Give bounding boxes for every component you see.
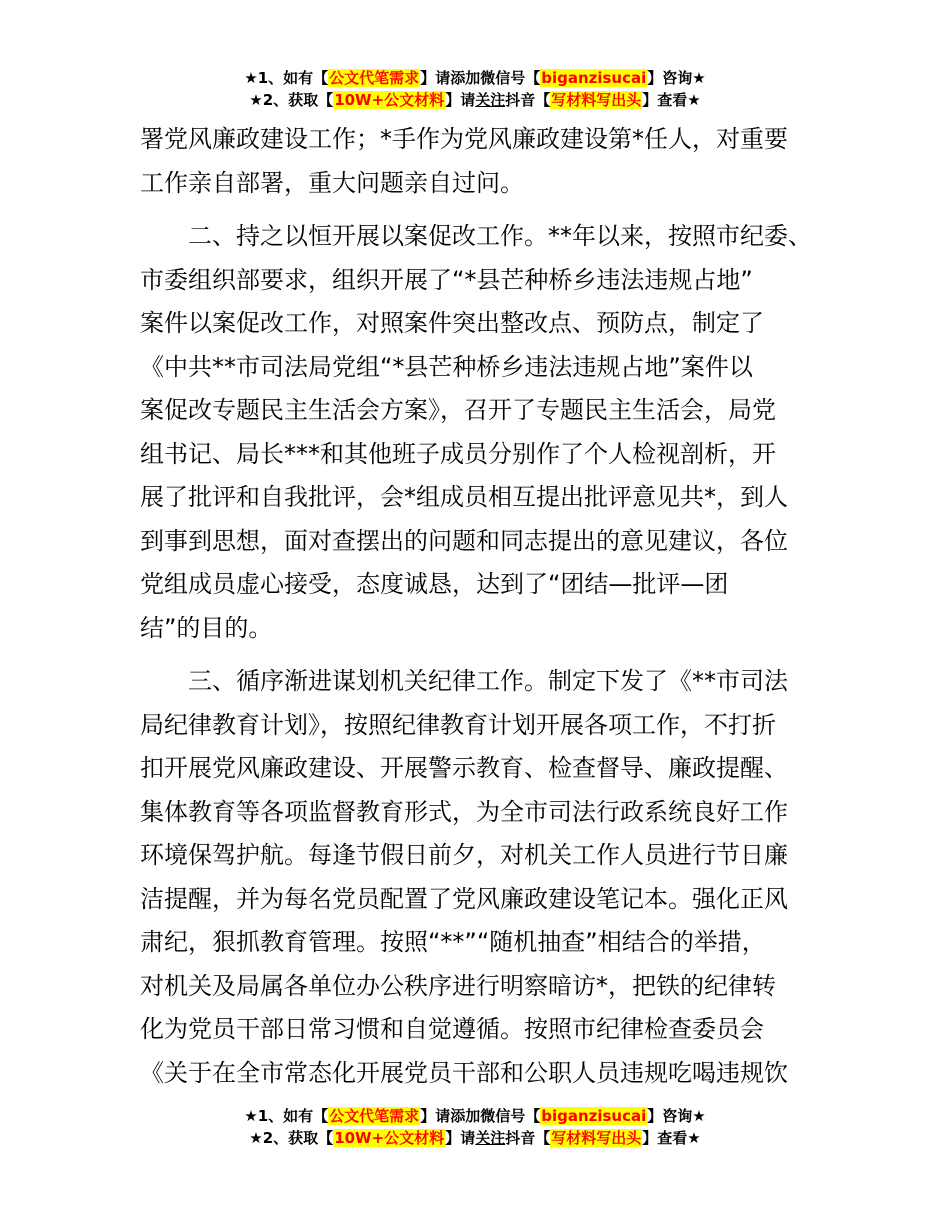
text-line: 案件以案促改工作，对照案件突出整改点、预防点，制定了 [140,309,764,337]
banner-text: 】查看★ [642,1129,701,1147]
banner-line-2 [0,1127,950,1149]
banner-text: 】咨询★ [647,1107,706,1125]
text-line: 党组成员虚心接受，态度诚恳，达到了“团结—批评—团 [140,570,729,598]
banner-text: 】请添加微信号【 [420,69,541,87]
banner-text: ★2、获取【 [249,1129,334,1147]
highlight-materials: 10W+公文材料 [334,91,445,109]
highlight-douyin: 写材料写出头 [551,91,642,109]
text-line: 到事到思想，面对查摆出的问题和同志提出的意见建议，各位 [140,526,788,555]
banner-text: 抖音【 [505,91,551,109]
banner-line-1 [0,67,950,89]
text-line: 展了批评和自我批评，会*组成员相互提出批评意见共*，到人 [140,483,788,511]
banner-text: ★1、如有【 [244,69,329,87]
text-line: 市委组织部要求，组织开展了“*县芒种桥乡违法违规占地” [140,265,753,294]
banner-underlined: 关注 [475,1129,506,1147]
text-line: 肃纪，狠抓教育管理。按照“**”“随机抽查”相结合的举措， [140,928,766,956]
text-line: 三、循序渐进谋划机关纪律工作。制定下发了《**市司法 [188,667,788,695]
text-line: 扣开展党风廉政建设、开展警示教育、检查督导、廉政提醒、 [140,754,788,782]
text-line: 《中共**市司法局党组“*县芒种桥乡违法违规占地”案件以 [140,352,753,381]
highlight-materials: 10W+公文材料 [334,1129,445,1147]
document-body [140,118,820,1095]
text-line: 工作亲自部署，重大问题亲自过问。 [140,168,524,197]
text-line: 局纪律教育计划》，按照纪律教育计划开展各项工作，不打折 [140,710,776,739]
text-line: 署党风廉政建设工作；*手作为党风廉政建设第*任人，对重要 [140,125,788,153]
paragraph-section-3 [140,660,820,1095]
text-line: 案促改专题民主生活会方案》，召开了专题民主生活会，局党 [140,396,776,424]
highlight-douyin: 写材料写出头 [551,1129,642,1147]
text-line: 对机关及局属各单位办公秩序进行明察暗访*，把铁的纪律转 [140,971,776,1000]
banner-text: 】查看★ [642,91,701,109]
text-line: 化为党员干部日常习惯和自觉遵循。按照市纪律检查委员会 [140,1015,764,1043]
text-line: 二、持之以恒开展以案促改工作。**年以来，按照市纪委、 [188,222,812,250]
banner-line-2 [0,89,950,111]
banner-text: ★2、获取【 [249,91,334,109]
banner-text: 】请 [445,1129,476,1147]
paragraph-section-2 [140,215,820,650]
text-line: 洁提醒，并为每名党员配置了党风廉政建设笔记本。强化正风 [140,884,788,913]
banner-line-1 [0,1105,950,1127]
text-line: 环境保驾护航。每逢节假日前夕，对机关工作人员进行节日廉 [140,841,788,869]
banner-text: 】咨询★ [647,69,706,87]
banner-underlined: 关注 [475,91,506,109]
text-line: 结”的目的。 [140,613,273,642]
highlight-service: 公文代笔需求 [329,69,420,87]
highlight-wechat-id: biganzisucai [541,69,647,87]
banner-text: ★1、如有【 [244,1107,329,1125]
text-line: 集体教育等各项监督教育形式，为全市司法行政系统良好工作 [140,797,788,826]
banner-text: 】请添加微信号【 [420,1107,541,1125]
banner-text: 】请 [445,91,476,109]
paragraph-continuation [140,118,820,205]
bottom-ad-banner [0,1105,950,1149]
text-line: 《关于在全市常态化开展党员干部和公职人员违规吃喝违规饮 [140,1058,788,1087]
text-line: 组书记、局长***和其他班子成员分别作了个人检视剖析，开 [140,439,776,468]
banner-text: 抖音【 [505,1129,551,1147]
top-ad-banner [0,67,950,111]
highlight-service: 公文代笔需求 [329,1107,420,1125]
highlight-wechat-id: biganzisucai [541,1107,647,1125]
